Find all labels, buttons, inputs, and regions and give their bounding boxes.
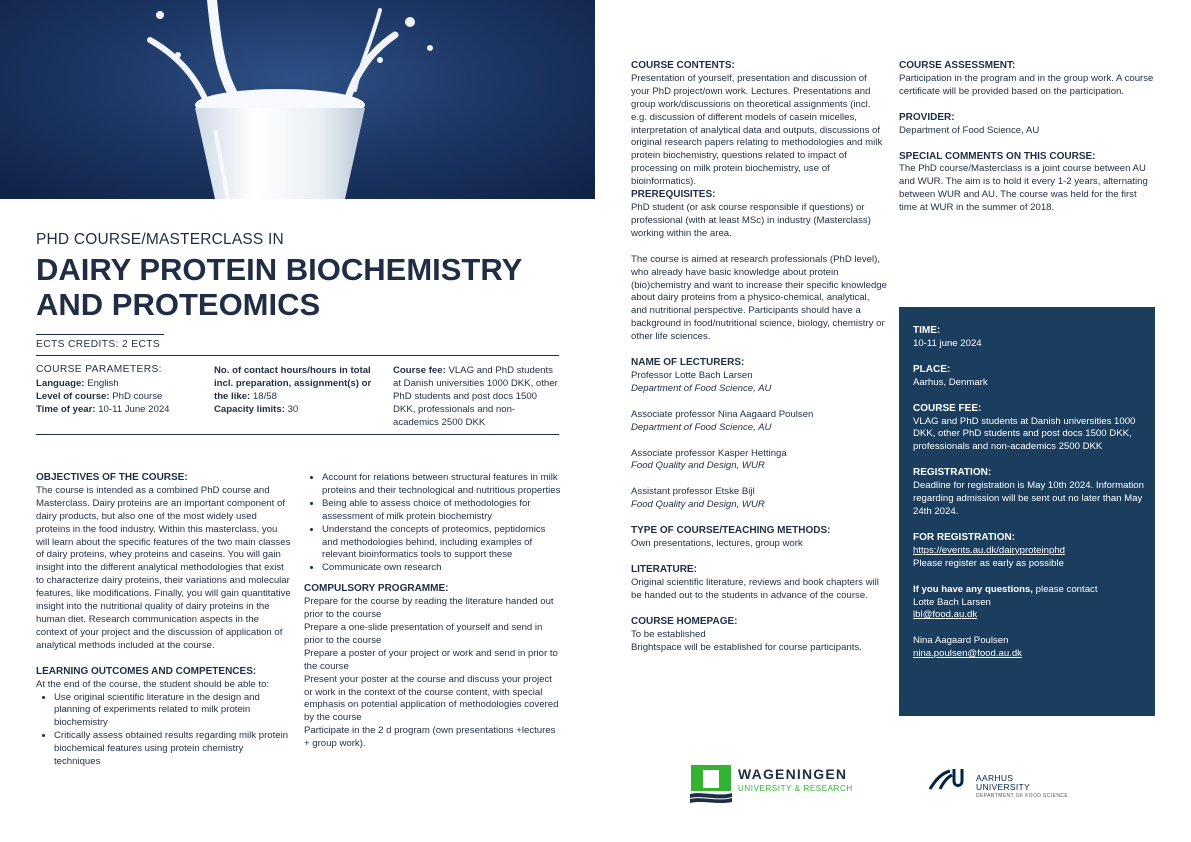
wur-emblem-icon — [690, 764, 732, 804]
list-item: • Communicate own research — [322, 562, 562, 575]
time-value: 10-11 june 2024 — [913, 337, 982, 349]
special-comments-heading: SPECIAL COMMENTS ON THIS COURSE: — [899, 150, 1096, 162]
objectives-heading: OBJECTIVES OF THE COURSE: — [36, 472, 188, 483]
time-heading: TIME: — [913, 325, 941, 336]
registration-heading: REGISTRATION: — [913, 467, 992, 479]
time-of-year-value: 10-11 June 2024 — [95, 403, 170, 415]
lecturer-affiliation: Department of Food Science, AU — [631, 382, 772, 394]
lecturer-name: Associate professor Kasper Hettinga — [631, 447, 787, 459]
contact-email-link[interactable]: nina.poulsen@food.au.dk — [913, 648, 1022, 660]
center-column — [631, 60, 887, 654]
info-box — [899, 307, 1155, 716]
fee-value: VLAG and PhD students at Danish universities 1000 DKK, other PhD students and post docs 1500 DKK, professionals and non-academics 2500 DKK — [913, 415, 1136, 453]
assessment-text: Participation in the program and in the group work. A course certificate will be provided based on the participation. — [899, 72, 1154, 97]
hero-milk-image — [0, 0, 595, 199]
course-title-line2: AND PROTEOMICS — [36, 287, 321, 322]
contents-heading: COURSE CONTENTS: — [631, 60, 735, 71]
assessment-heading: COURSE ASSESSMENT: — [899, 60, 1016, 71]
questions-text — [913, 584, 1145, 597]
lecturer-name: Professor Lotte Bach Larsen — [631, 369, 753, 381]
au-seal-icon — [928, 765, 972, 791]
literature-text: Original scientific literature, reviews and book chapters will be handed out to the students in advance of the course. — [631, 576, 879, 601]
registration-value: Deadline for registration is May 10th 2024. Information regarding admission will be sent out no later than May 24th 2024. — [913, 480, 1144, 517]
contact-name: Lotte Bach Larsen — [913, 596, 991, 608]
contact-email-link[interactable]: lbl@food.au.dk — [913, 609, 978, 621]
prerequisites-text1: PhD student (or ask course responsible if questions) or professional (with at least MSc) in industry (Masterclass) working within the area. — [631, 201, 871, 239]
special-comments-text: The PhD course/Masterclass is a joint course between AU and WUR. The aim is to hold it every 1-2 years, alternating between WUR and AU. The course was held for the first time at WUR in the summer of 2018. — [899, 163, 1148, 214]
course-supertitle: PHD COURSE/MASTERCLASS IN — [36, 231, 284, 248]
middle-column — [304, 472, 562, 751]
lecturer-name: Associate professor Nina Aagaard Poulsen — [631, 408, 814, 420]
contact-hours-value: 18/58 — [250, 390, 277, 402]
objectives-text: The course is intended as a combined PhD course and Masterclass. Dairy proteins are an important component of dairy products, but also one of the most widely used proteins in the food industry. Within this masterclass, you will learn about the specific features of the two main classes of dairy proteins, whey proteins and caseins. You will gain insight into the different analytical methodologies that exist to characterize dairy proteins, their variations and molecular features, like modifications. Finally, you will gain quantitative insight into the nutritional quality of dairy proteins in the human diet. Research communication aspects in the context of your project and the discussion of application of analytical methods included at the course. — [36, 484, 291, 651]
wur-name: WAGENINGEN — [738, 766, 848, 782]
outcomes-list-part1 — [36, 692, 292, 769]
capacity-label: Capacity limits: — [214, 403, 285, 415]
outcomes-heading: LEARNING OUTCOMES AND COMPETENCES: — [36, 665, 257, 677]
lecturer-name: Assistant professor Etske Bijl — [631, 486, 755, 498]
homepage-line1: To be established — [631, 628, 706, 640]
course-parameters-label: COURSE PARAMETERS: — [36, 364, 162, 375]
programme-text: Prepare for the course by reading the literature handed out prior to the course Prepare a one-slide presentation of yourself and send in prior to the course Prepare a poster of your project or work and send in prior to the course Present your poster at the course and discuss your project or work in the context of the course content, with special emphasis on potential application of methodologies covered by the course Participate in the 2 d program (own presentations +lectures + group work). — [304, 596, 559, 750]
list-item: • Critically assess obtained results regarding milk protein biochemical features using protein chemistry techniques — [54, 730, 292, 769]
params-col1 — [36, 378, 211, 417]
contact-hours-label: No. of contact hours/hours in total incl. preparation, assignment(s) or the like: — [214, 365, 372, 402]
provider-heading: PROVIDER: — [899, 111, 955, 123]
place-heading: PLACE: — [913, 363, 951, 375]
lecturer-affiliation: Food Quality and Design, WUR — [631, 499, 765, 511]
list-item: • Being able to assess choice of methodologies for assessment of milk protein biochemistry — [322, 498, 562, 524]
language-label: Language: — [36, 378, 85, 389]
place-value: Aarhus, Denmark — [913, 376, 988, 388]
list-item: • Use original scientific literature in the design and planning of experiments related to milk protein biochemistry — [54, 692, 292, 731]
questions-bold: If you have any questions, — [913, 583, 1033, 595]
outcomes-list-part2 — [304, 472, 562, 575]
right-column — [899, 60, 1155, 215]
course-fee-value: VLAG and PhD students at Danish universities 1000 DKK, other PhD students and post docs 1500 DKK, professionals and non-academics 2500 DKK — [393, 365, 558, 428]
au-line3: DEPARTMENT OF FOOD SCIENCE — [976, 793, 1069, 799]
list-item: • Account for relations between structural features in milk proteins and their technological and nutritious properties — [322, 472, 562, 498]
registration-note: Please register as early as possible — [913, 557, 1064, 569]
provider-text: Department of Food Science, AU — [899, 124, 1040, 136]
contents-text: Presentation of yourself, presentation and discussion of your PhD project/own work. Lectures. Presentations and group work/discussions on theoretical assignments (incl. e.g. discussion of different models of casein micelles, interpretation of analytical data and outputs, discussions of original research papers relating to methodologies and milk protein biochemistry, questions related to impact of processing on milk protein biochemistry, use of bioinformatics). — [631, 72, 883, 188]
literature-heading: LITERATURE: — [631, 564, 697, 575]
au-logo — [928, 765, 1088, 805]
language-value: English — [84, 378, 119, 389]
for-registration-heading: FOR REGISTRATION: — [913, 531, 1016, 543]
course-title-line1: DAIRY PROTEIN BIOCHEMISTRY — [36, 252, 523, 287]
au-line1: AARHUS — [976, 773, 1014, 783]
lecturer-affiliation: Food Quality and Design, WUR — [631, 460, 765, 472]
params-col2 — [214, 365, 374, 417]
homepage-line2: Brightspace will be established for course participants. — [631, 641, 862, 653]
divider — [36, 434, 559, 435]
fee-heading: COURSE FEE: — [913, 402, 982, 414]
course-fee-label: Course fee: — [393, 365, 446, 376]
divider — [36, 355, 559, 356]
lecturer-affiliation: Department of Food Science, AU — [631, 421, 772, 433]
registration-link[interactable]: https://events.au.dk/dairyproteinphd — [913, 544, 1065, 556]
level-value: PhD course — [109, 390, 163, 402]
homepage-heading: COURSE HOMEPAGE: — [631, 615, 738, 627]
course-title — [36, 252, 522, 322]
params-col3 — [393, 365, 560, 430]
ects-credits: ECTS CREDITS: 2 ECTS — [36, 339, 161, 350]
lecturers-heading: NAME OF LECTURERS: — [631, 357, 745, 369]
programme-heading: COMPULSORY PROGRAMME: — [304, 583, 449, 595]
time-of-year-label: Time of year: — [36, 403, 96, 415]
teaching-heading: TYPE OF COURSE/TEACHING METHODS: — [631, 525, 831, 537]
teaching-text: Own presentations, lectures, group work — [631, 538, 803, 550]
list-item: • Understand the concepts of proteomics, peptidomics and methodologies behind, including examples of relevant bioinformatics tools to support these — [322, 524, 562, 563]
wur-subtitle: UNIVERSITY & RESEARCH — [738, 784, 853, 793]
prerequisites-heading: PREREQUISITES: — [631, 189, 716, 201]
divider — [36, 334, 164, 335]
wur-logo — [690, 764, 890, 804]
level-label: Level of course: — [36, 390, 110, 402]
left-column — [36, 472, 292, 769]
au-line2: UNIVERSITY — [976, 782, 1031, 792]
contact-name: Nina Aagaard Poulsen — [913, 635, 1009, 647]
capacity-value: 30 — [284, 403, 299, 415]
questions-rest: please contact — [1032, 583, 1098, 595]
outcomes-intro: At the end of the course, the student should be able to: — [36, 678, 270, 690]
prerequisites-text2: The course is aimed at research professionals (PhD level), who already have basic knowledge about protein (bio)chemistry and want to increase their specific knowledge about dairy proteins from a physico-chemical, analytical, and nutritional perspective. Participants should have a background in food/nutritional science, biology, chemistry or other life sciences. — [631, 253, 887, 343]
